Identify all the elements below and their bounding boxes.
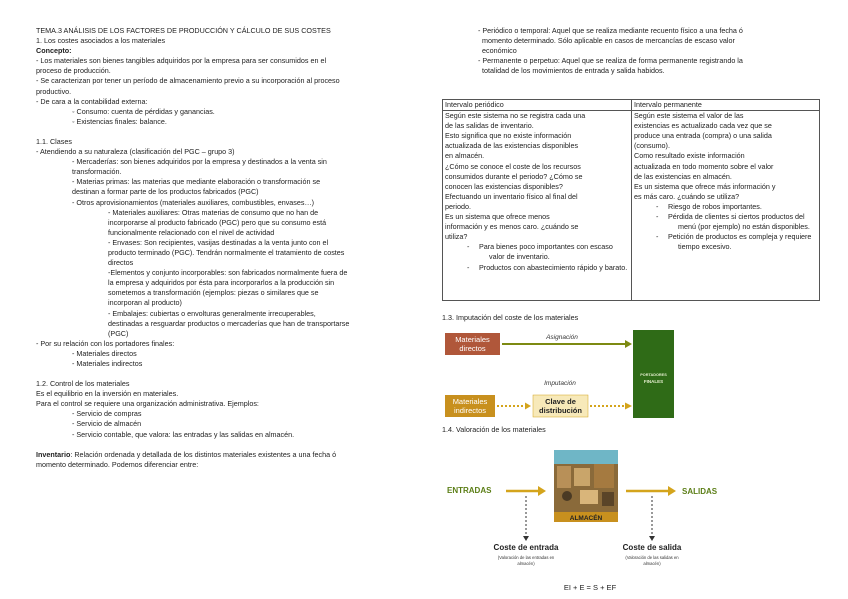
bullet-text: Pérdida de clientes si ciertos productos del menú (por ejemplo) no están disponibles. <box>668 212 810 232</box>
materiales-directos-label: Materiales <box>455 335 490 344</box>
salidas-label: SALIDAS <box>682 487 718 496</box>
bullet-item: - Materiales directos <box>72 348 137 358</box>
box-shape <box>602 492 614 506</box>
coste-salida-sublabel: (Valoración de las salidas en <box>625 555 679 560</box>
inventario-text: : Relación ordenada y detallada de los distintos materiales existentes a una fecha ó <box>70 449 337 459</box>
bullet-item: - Servicio contable, que valora: las entradas y las salidas en almacén. <box>72 429 295 439</box>
text-line: - Se caracterizan por tener un período de almacenamiento previo a su incorporación al proceso <box>36 76 340 86</box>
table-line: existencias es actualizado cada vez que se <box>634 121 772 131</box>
table-bullet <box>634 232 817 252</box>
imputacion-diagram <box>442 326 678 420</box>
text-line: directos <box>108 258 134 268</box>
table-line: actualizada de las existencias disponibles <box>445 141 579 151</box>
bullet-text: Petición de productos es compleja y requiere tiempo excesivo. <box>668 232 812 252</box>
table-cell-periodico <box>443 111 632 301</box>
inventario-label: Inventario <box>36 449 71 459</box>
text-line: momento determinado. Podemos diferenciar entre: <box>36 459 199 469</box>
almacen-label: ALMACÉN <box>569 515 603 522</box>
table-line: actualizada en todo momento sobre el valor <box>634 161 774 171</box>
coste-entrada-label: Coste de entrada <box>493 543 559 552</box>
table-line: de las salidas de inventario. <box>445 121 534 131</box>
bullet-item: ◦ Consumo: cuenta de pérdidas y ganancias. <box>72 106 215 116</box>
table-header-periodico: Intervalo periódico <box>443 100 632 111</box>
section-1-3-heading: 1.3. Imputación del coste de los materiales <box>442 313 579 322</box>
clave-distribucion-label: Clave de <box>545 397 576 406</box>
shelf-shape <box>594 464 614 488</box>
text-line: - Otros aprovisionamientos (materiales auxiliares, combustibles, envases…) <box>72 197 315 207</box>
inventory-comparison-table <box>442 99 820 301</box>
asignacion-label: Asignación <box>546 334 578 341</box>
table-cell-permanente <box>632 111 820 301</box>
section-1-2-heading: 1.2. Control de los materiales <box>36 379 130 389</box>
text-line: incorporarse al producto fabricado (PGC) pero que su consumo está <box>108 217 327 227</box>
table-bullet <box>445 263 629 273</box>
table-line: Efectuando un inventario físico al final del <box>445 191 578 201</box>
text-line: sometemos a transformación (ejemplos: piezas o similares que se <box>108 288 319 298</box>
materiales-indirectos-label: Materiales <box>452 397 488 406</box>
text-line: - Mercaderías: son bienes adquiridos por la empresa y destinados a la venta sin <box>72 157 327 167</box>
table-line: conocen las existencias disponibles? <box>445 181 563 191</box>
text-line: económico <box>482 46 517 56</box>
bullet-text: Productos con abastecimiento rápido y barato. <box>479 262 628 272</box>
table-header-permanente: Intervalo permanente <box>632 100 820 111</box>
box-shape <box>580 490 598 504</box>
bullet-item: - Servicio de almacén <box>72 419 142 429</box>
table-bullet <box>634 202 817 212</box>
text-line: Es el equilibrio en la inversión en materiales. <box>36 389 179 399</box>
shelf-shape <box>557 466 571 488</box>
text-line: totalidad de los movimientos de entrada y salida habidos. <box>482 66 665 76</box>
table-line: produce una entrada (compra) o una salida <box>634 131 772 141</box>
table-line: Es un sistema que ofrece más información y <box>634 181 776 191</box>
text-line: destinan a formar parte de los productos fabricados (PGC) <box>72 187 259 197</box>
portadores-finales-label: PORTADORES <box>640 373 667 377</box>
text-line: - Atendiendo a su naturaleza (clasificación del PGC – grupo 3) <box>36 147 235 157</box>
materiales-directos-label: directos <box>459 344 486 353</box>
text-line: - Los materiales son bienes tangibles adquiridos por la empresa para ser consumidos en el <box>36 56 327 66</box>
text-line: - Por su relación con los portadores finales: <box>36 338 175 348</box>
warehouse-sky <box>554 450 618 464</box>
table-bullet <box>445 242 629 262</box>
table-line: Es un sistema que ofrece menos <box>445 212 550 222</box>
text-line: - Permanente o perpetuo: Aquel que se realiza de forma permanente registrando la <box>478 56 743 66</box>
warehouse-illustration <box>554 450 618 522</box>
section-1-4-heading: 1.4. Valoración de los materiales <box>442 425 546 434</box>
left-column <box>36 26 416 470</box>
bullet-item: - Servicio de compras <box>72 409 142 419</box>
table-line: ¿Cómo se conoce el coste de los recursos <box>445 161 581 171</box>
table-line: Según este sistema no se registra cada una <box>445 111 586 121</box>
text-line: producto terminado (PGC). Tendrán normalmente el tratamiento de costes <box>108 247 345 257</box>
table-line: periodo. <box>445 201 471 211</box>
table-line: Como resultado existe información <box>634 151 745 161</box>
table-line: de las existencias en almacén. <box>634 171 732 181</box>
table-line: Según este sistema el valor de las <box>634 111 744 121</box>
table-line: Esto significa que no existe información <box>445 131 572 141</box>
clave-distribucion-label: distribución <box>539 406 582 415</box>
text-line: proceso de producción. <box>36 66 111 76</box>
text-line: (PGC) <box>108 328 129 338</box>
text-line: productivo. <box>36 86 72 96</box>
text-line: - Periódico o temporal: Aquel que se realiza mediante recuento físico a una fecha ó <box>478 26 743 35</box>
box-shape <box>574 468 590 486</box>
text-line: transformación. <box>72 167 122 177</box>
text-line: - Materias primas: las materias que mediante elaboración o transformación se <box>72 177 321 187</box>
coste-salida-label: Coste de salida <box>622 543 682 552</box>
table-line: utiliza? <box>445 232 468 242</box>
concepto-label: Concepto: <box>36 46 72 56</box>
table-line: información y es menos caro. ¿cuándo se <box>445 222 579 232</box>
text-line: momento determinado. Sólo aplicable en casos de mercancías de escaso valor <box>482 36 735 46</box>
text-line: -Elementos y conjunto incorporables: son fabricados normalmente fuera de <box>108 268 348 278</box>
right-column <box>478 26 848 76</box>
portadores-finales-label: FINALES <box>643 379 664 384</box>
bullet-item: ◦ Existencias finales: balance. <box>72 116 167 126</box>
valoracion-diagram <box>442 436 734 596</box>
text-line: - Materiales auxiliares: Otras materias de consumo que no han de <box>108 207 319 217</box>
worker-shape <box>562 491 572 501</box>
imputacion-label: Imputación <box>544 380 576 387</box>
coste-salida-sublabel: almacén) <box>643 561 661 566</box>
table-line: consumidos durante el periodo? ¿Cómo se <box>445 171 583 181</box>
page-title: TEMA.3 ANÁLISIS DE LOS FACTORES DE PRODUCCIÓN Y CÁLCULO DE SUS COSTES <box>36 26 331 35</box>
valoracion-formula: EI + E = S + EF <box>563 583 617 592</box>
text-line: - Envases: Son recipientes, vasijas destinadas a la venta junto con el <box>108 237 329 247</box>
table-bullet <box>634 212 817 232</box>
text-line: - Embalajes: cubiertas o envolturas generalmente irrecuperables, <box>108 308 316 318</box>
bullet-text: Riesgo de robos importantes. <box>668 201 762 211</box>
bullet-item: - Materiales indirectos <box>72 359 143 368</box>
section-1-heading: 1. Los costes asociados a los materiales <box>36 36 166 46</box>
coste-entrada-sublabel: almacén) <box>517 561 535 566</box>
inventario-line <box>36 450 416 460</box>
text-line: destinadas a resguardar productos o mercaderías que han de transportarse <box>108 318 350 328</box>
entradas-label: ENTRADAS <box>447 486 492 495</box>
text-line: funcionalmente relacionado con el nivel de actividad <box>108 227 275 237</box>
text-line: incorporan al producto) <box>108 298 182 308</box>
table-line: en almacén. <box>445 151 485 161</box>
coste-entrada-sublabel: (Valoración de las entradas en <box>497 555 555 560</box>
bullet-text: Para bienes poco importantes con escaso valor de inventario. <box>479 242 613 262</box>
section-1-1-heading: 1.1. Clases <box>36 136 72 146</box>
text-line: - De cara a la contabilidad externa: <box>36 96 148 106</box>
text-line: Para el control se requiere una organización administrativa. Ejemplos: <box>36 399 259 409</box>
materiales-indirectos-label: indirectos <box>453 406 487 415</box>
text-line: la empresa y adquiridos por ésta para incorporarlos a la producción sin <box>108 278 335 288</box>
table-line: (consumo). <box>634 141 670 151</box>
table-line: es más caro. ¿cuándo se utiliza? <box>634 191 740 201</box>
